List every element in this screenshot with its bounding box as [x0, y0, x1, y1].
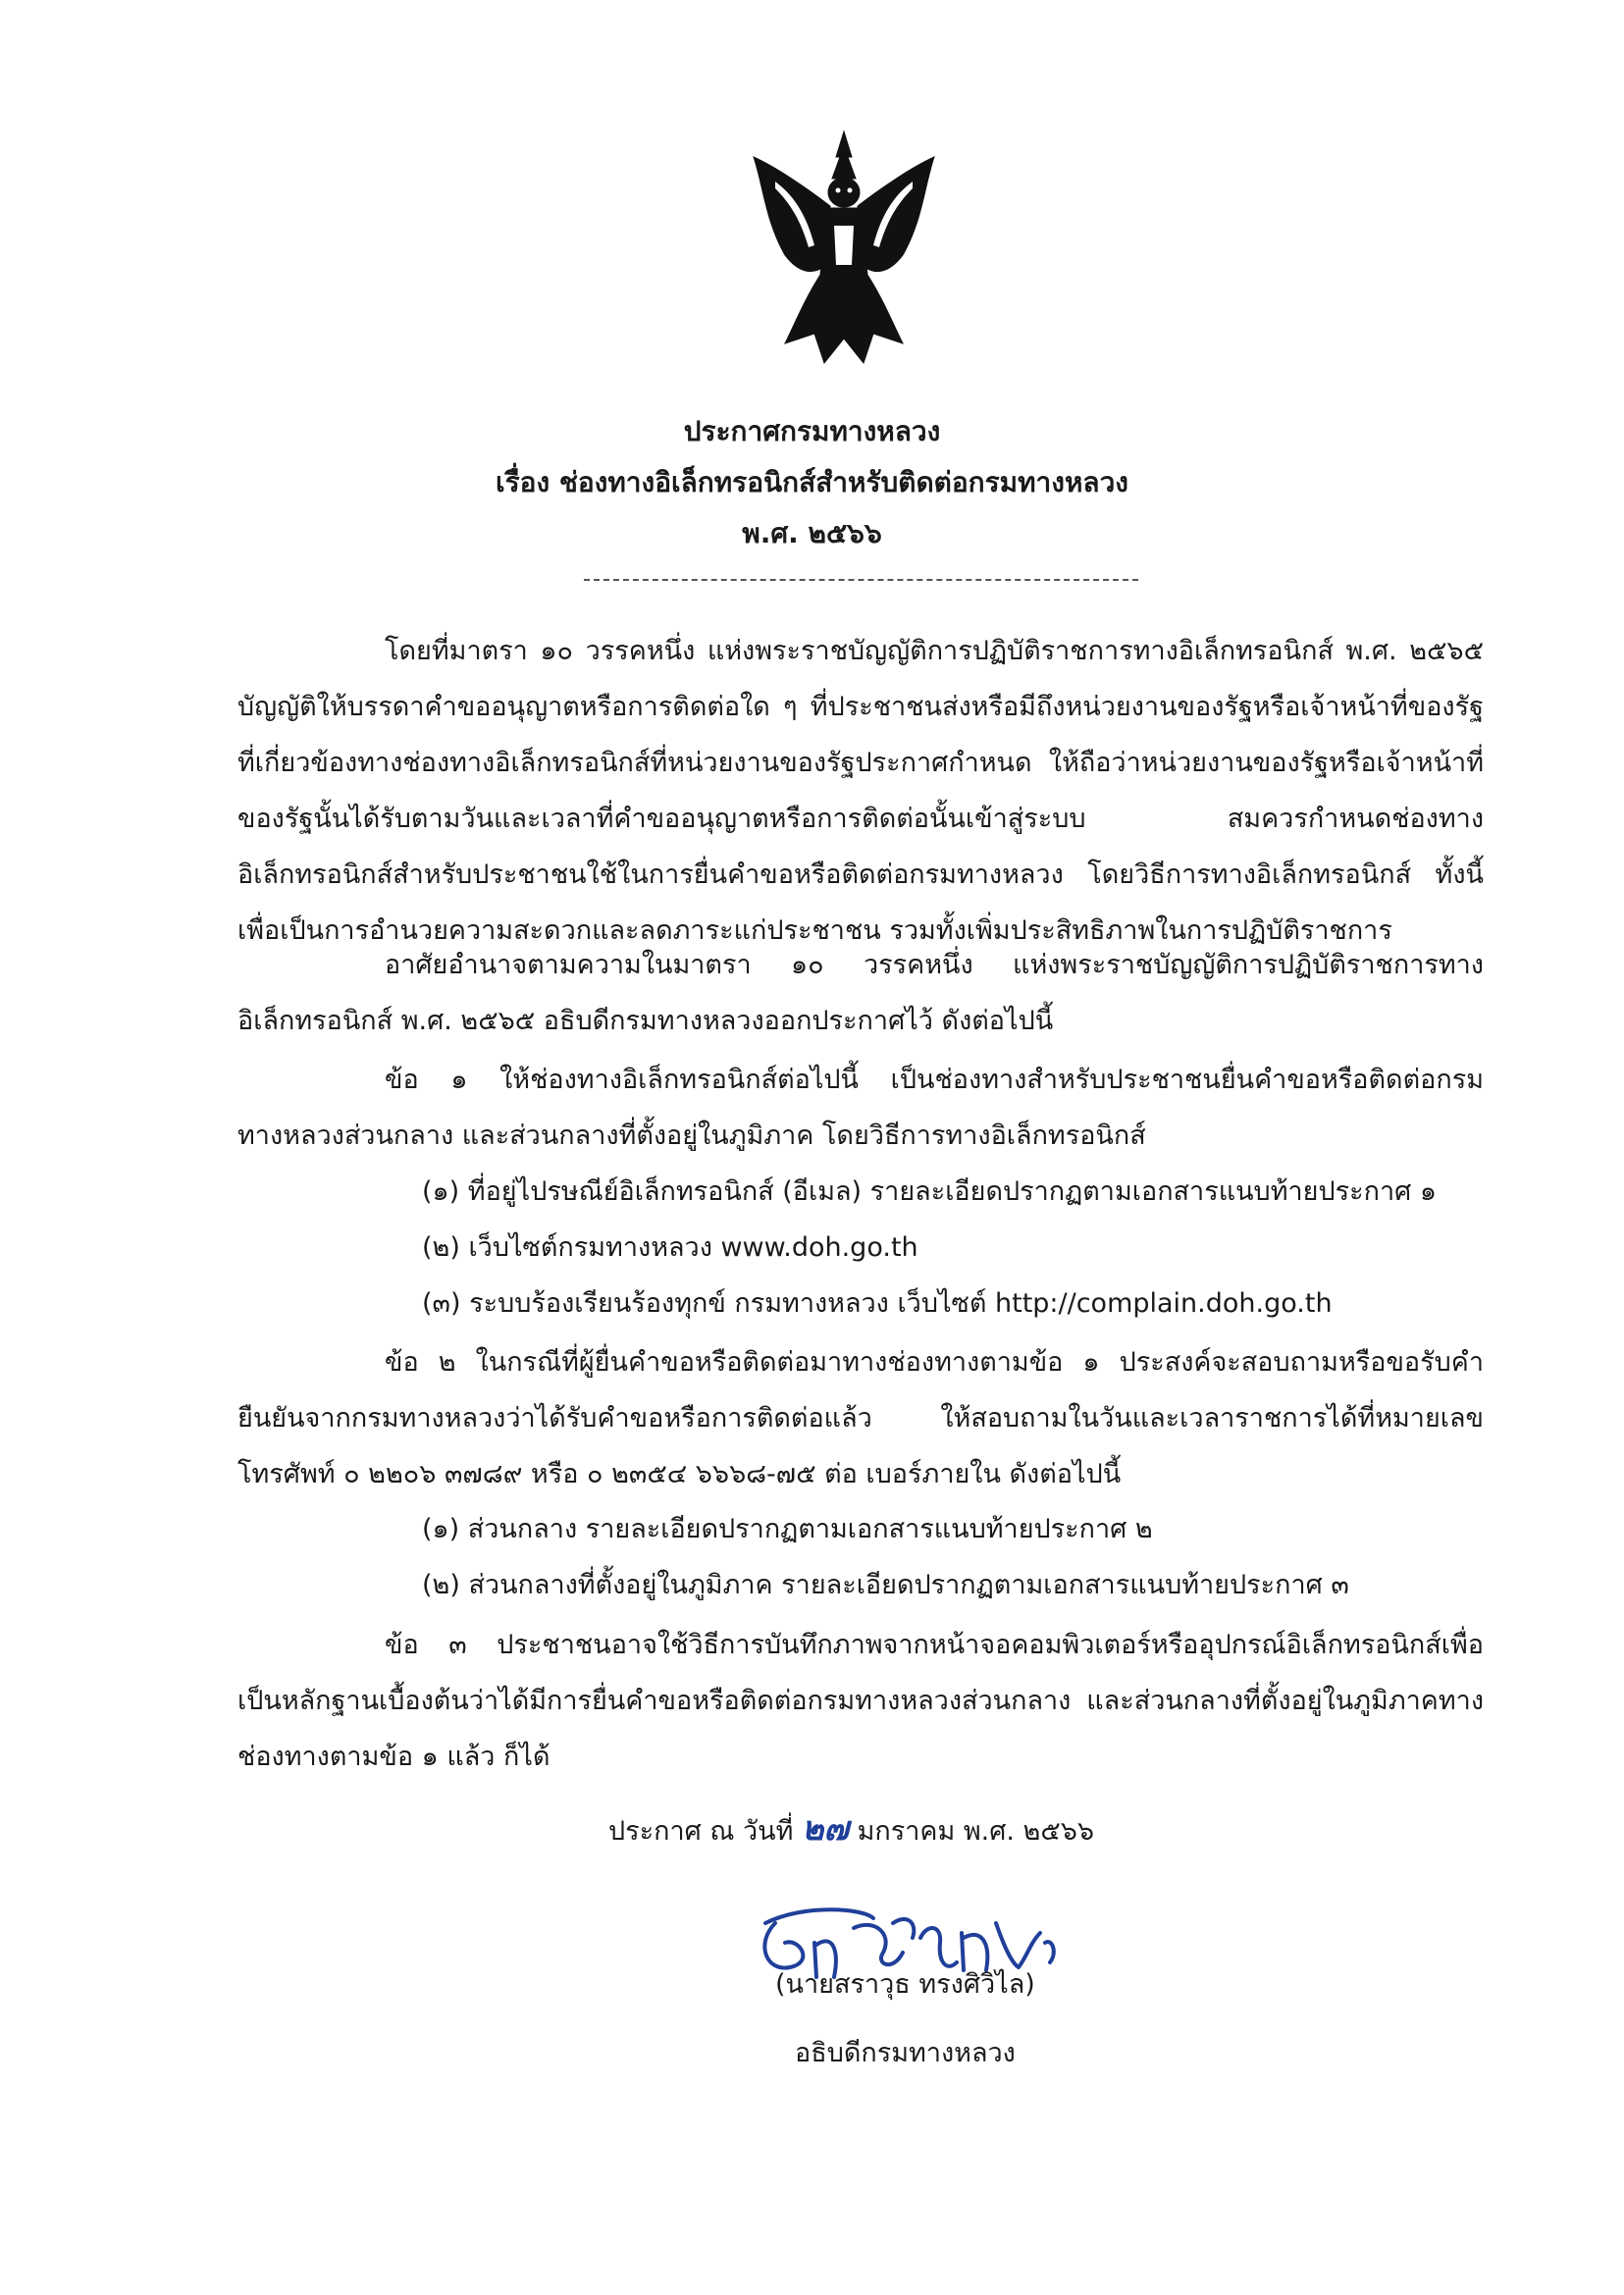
signatory-title: อธิบดีกรมทางหลวง — [795, 2038, 1016, 2068]
list-item: (๑) ที่อยู่ไปรษณีย์อิเล็กทรอนิกส์ (อีเมล) รายละเอียดปรากฏตามเอกสารแนบท้ายประกาศ ๑ — [422, 1176, 1437, 1207]
clause-1-list — [422, 1164, 1492, 1331]
garuda-emblem-icon — [746, 128, 942, 373]
announcement-subject-heading: เรื่อง ช่องทางอิเล็กทรอนิกส์สำหรับติดต่อกรมทางหลวง — [496, 466, 1128, 498]
dateline-prefix: ประกาศ ณ วันที่ — [608, 1816, 794, 1847]
clause-2-paragraph — [237, 1334, 1484, 1502]
preamble-paragraph — [237, 623, 1484, 959]
list-item: (๒) เว็บไซต์กรมทางหลวง www.doh.go.th — [422, 1232, 918, 1263]
preamble-text: โดยที่มาตรา ๑๐ วรรคหนึ่ง แห่งพระราชบัญญัติการปฏิบัติราชการทางอิเล็กทรอนิกส์ พ.ศ. ๒๕๖๕ บัญญัติให้บรรดาคำขออนุญาตหรือการติดต่อใด ๆ ที่ประชาชนส่งหรือมีถึงหน่วยงานของรัฐหรือเจ้าหน้าที่ของรัฐที่เกี่ยวข้องทางช่องทางอิเล็กทรอนิกส์ที่หน่วยงานของรัฐประกาศกำหนด ให้ถือว่าหน่วยงานของรัฐหรือเจ้าหน้าที่ของรัฐนั้นได้รับตามวันและเวลาที่คำขออนุญาตหรือการติดต่อนั้นเข้าสู่ระบบ สมควรกำหนดช่องทางอิเล็กทรอนิกส์สำหรับประชาชนใช้ในการยื่นคำขอหรือติดต่อกรมทางหลวง โดยวิธีการทางอิเล็กทรอนิกส์ ทั้งนี้ เพื่อเป็นการอำนวยความสะดวกและลดภาระแก่ประชาชน รวมทั้งเพิ่มประสิทธิภาพในการปฏิบัติราชการ — [237, 636, 1484, 946]
clause-2-list — [422, 1501, 1492, 1613]
clause-2-text: ข้อ ๒ ในกรณีที่ผู้ยื่นคำขอหรือติดต่อมาทางช่องทางตามข้อ ๑ ประสงค์จะสอบถามหรือขอรับคำยืนยันจากกรมทางหลวงว่าได้รับคำขอหรือการติดต่อแล้ว ให้สอบถามในวันและเวลาราชการได้ที่หมายเลขโทรศัพท์ ๐ ๒๒๐๖ ๓๗๘๙ หรือ ๐ ๒๓๕๔ ๖๖๖๘-๗๕ ต่อ เบอร์ภายใน ดังต่อไปนี้ — [237, 1347, 1484, 1489]
dateline-month-year: มกราคม พ.ศ. ๒๕๖๖ — [857, 1816, 1095, 1847]
authority-text: อาศัยอำนาจตามความในมาตรา ๑๐ วรรคหนึ่ง แห่งพระราชบัญญัติการปฏิบัติราชการทางอิเล็กทรอนิกส์ พ.ศ. ๒๕๖๕ อธิบดีกรมทางหลวงออกประกาศไว้ ดังต่อไปนี้ — [237, 950, 1484, 1036]
list-item: (๑) ส่วนกลาง รายละเอียดปรากฏตามเอกสารแนบท้ายประกาศ ๒ — [422, 1514, 1153, 1544]
heading-divider — [584, 579, 1138, 581]
dateline-day: ๒๗ — [802, 1809, 849, 1849]
list-item: (๒) ส่วนกลางที่ตั้งอยู่ในภูมิภาค รายละเอียดปรากฏตามเอกสารแนบท้ายประกาศ ๓ — [422, 1570, 1349, 1600]
clause-1-paragraph — [237, 1052, 1484, 1164]
announcement-dateline — [608, 1801, 1094, 1854]
authority-paragraph — [237, 937, 1484, 1049]
clause-3-paragraph — [237, 1617, 1484, 1785]
clause-3-text: ข้อ ๓ ประชาชนอาจใช้วิธีการบันทึกภาพจากหน้าจอคอมพิวเตอร์หรืออุปกรณ์อิเล็กทรอนิกส์เพื่อเป็นหลักฐานเบื้องต้นว่าได้มีการยื่นคำขอหรือติดต่อกรมทางหลวงส่วนกลาง และส่วนกลางที่ตั้งอยู่ในภูมิภาคทางช่องทางตามข้อ ๑ แล้ว ก็ได้ — [237, 1630, 1484, 1772]
announcement-year-heading: พ.ศ. ๒๕๖๖ — [742, 517, 882, 549]
signatory-name: (นายสราวุธ ทรงศิวิไล) — [775, 1969, 1035, 2000]
list-item: (๓) ระบบร้องเรียนร้องทุกข์ กรมทางหลวง เว็บไซต์ http://complain.doh.go.th — [422, 1288, 1333, 1319]
announcement-org-heading: ประกาศกรมทางหลวง — [683, 415, 941, 447]
clause-1-text: ข้อ ๑ ให้ช่องทางอิเล็กทรอนิกส์ต่อไปนี้ เป็นช่องทางสำหรับประชาชนยื่นคำขอหรือติดต่อกรมทางหลวงส่วนกลาง และส่วนกลางที่ตั้งอยู่ในภูมิภาค โดยวิธีการทางอิเล็กทรอนิกส์ — [237, 1065, 1484, 1151]
